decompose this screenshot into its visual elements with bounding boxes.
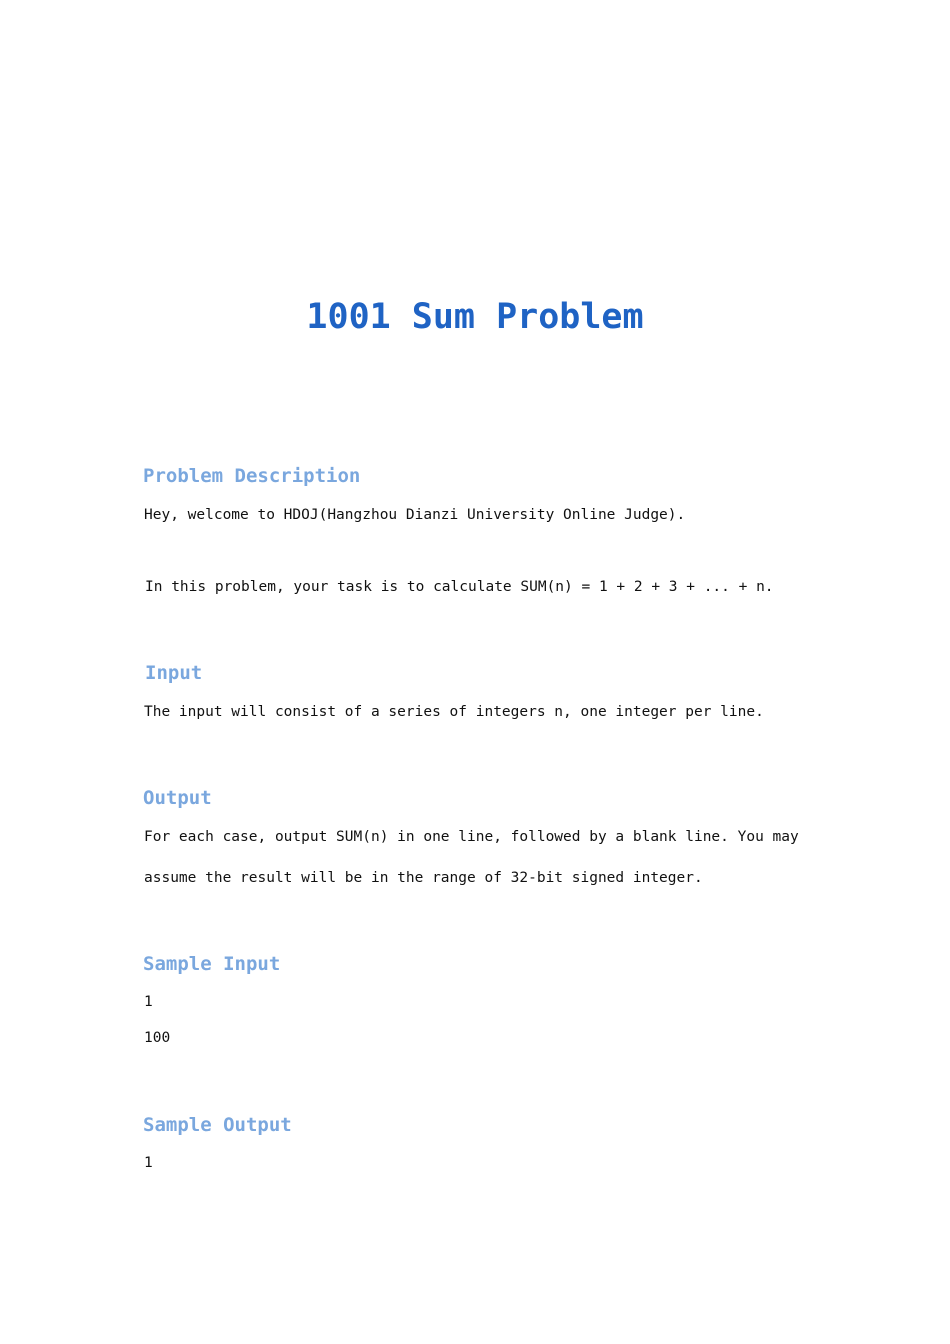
output-line-2: assume the result will be in the range of 32-bit signed integer. [144, 870, 703, 886]
description-line-2: In this problem, your task is to calculate SUM(n) = 1 + 2 + 3 + ... + n. [145, 579, 774, 595]
sample-input-line-2: 100 [144, 1030, 171, 1046]
heading-output: Output [143, 787, 212, 809]
description-line-1: Hey, welcome to HDOJ(Hangzhou Dianzi University Online Judge). [144, 507, 686, 523]
heading-sample-output: Sample Output [143, 1114, 292, 1136]
sample-input-line-1: 1 [144, 994, 153, 1010]
input-line-1: The input will consist of a series of integers n, one integer per line. [144, 704, 764, 720]
heading-input: Input [145, 662, 203, 684]
sample-output-line-1: 1 [144, 1155, 153, 1171]
heading-sample-input: Sample Input [143, 953, 281, 975]
output-line-1: For each case, output SUM(n) in one line, followed by a blank line. You may [144, 829, 799, 845]
heading-problem-description: Problem Description [143, 465, 361, 487]
document-title: 1001 Sum Problem [306, 297, 644, 337]
